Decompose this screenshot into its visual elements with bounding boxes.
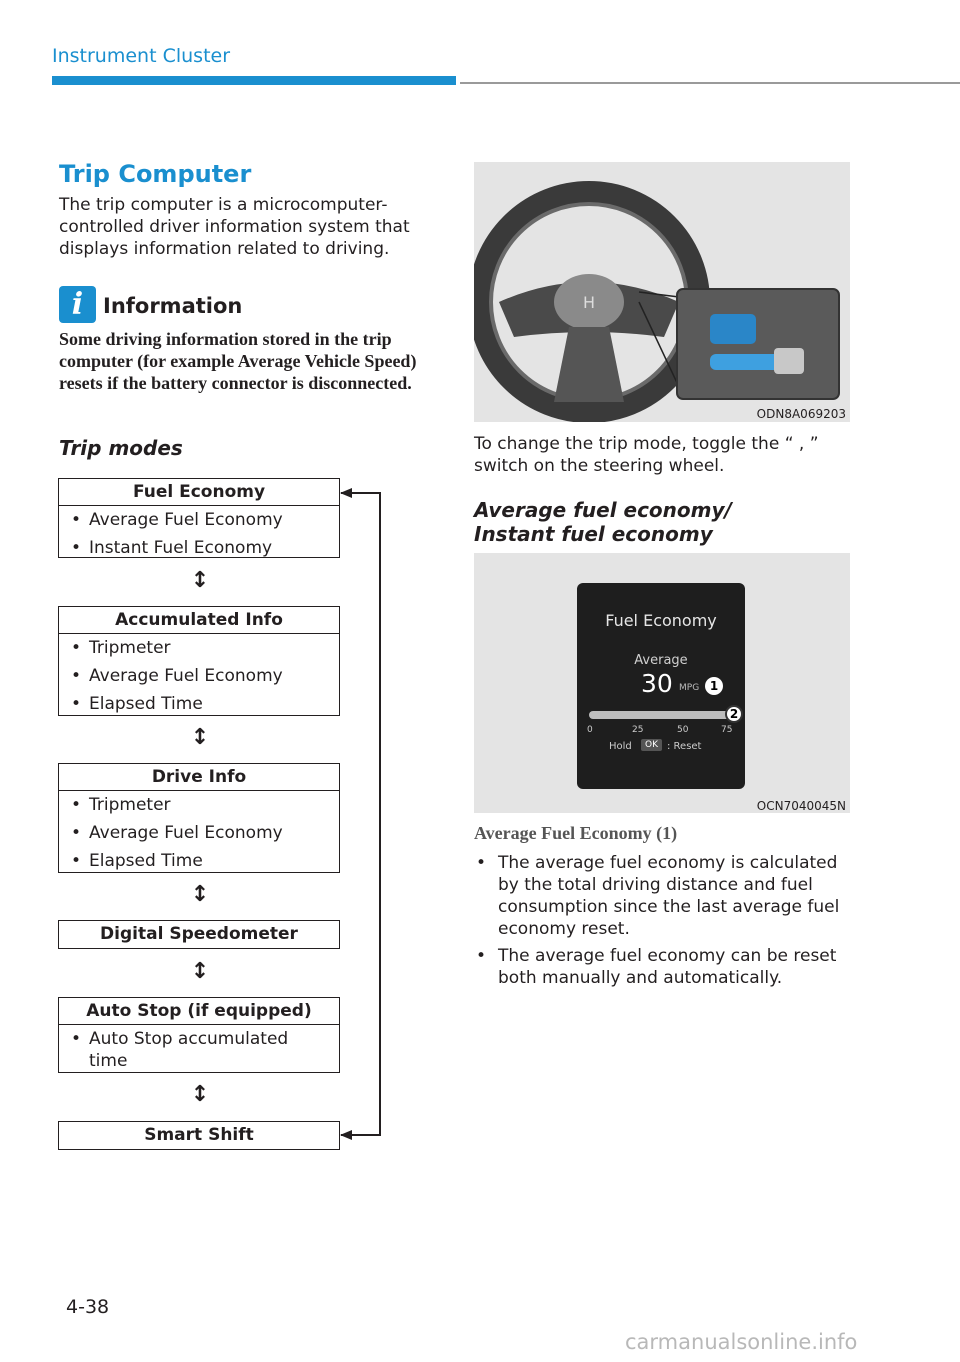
steering-wheel-figure bbox=[474, 162, 850, 422]
page-title: Trip Computer bbox=[59, 160, 252, 188]
info-heading: Information bbox=[103, 294, 243, 318]
up-down-arrow-icon: ↕ bbox=[190, 959, 210, 984]
hold-label: Hold bbox=[609, 741, 632, 752]
mode-box-fuel-economy bbox=[58, 478, 340, 558]
scale-tick: 75 bbox=[721, 725, 733, 735]
bullet-item: • The average fuel economy is calculated by the total driving distance and fuel consumption since the last average fuel economy reset. bbox=[474, 852, 854, 940]
mode-title: Fuel Economy bbox=[59, 479, 339, 506]
mode-item: • Average Fuel Economy bbox=[69, 662, 339, 690]
fuel-value: 30 bbox=[641, 669, 673, 698]
cluster-screen bbox=[577, 583, 745, 789]
mode-item: • Average Fuel Economy bbox=[69, 819, 339, 847]
scale-tick: 25 bbox=[632, 725, 644, 735]
section-heading-line: Average fuel economy/ bbox=[474, 498, 732, 522]
cluster-display-figure bbox=[474, 553, 850, 813]
up-down-arrow-icon: ↕ bbox=[190, 882, 210, 907]
mode-box-digital-speedometer bbox=[58, 920, 340, 949]
mode-title: Smart Shift bbox=[144, 1125, 254, 1145]
info-icon: i bbox=[59, 286, 96, 323]
mode-item: • Tripmeter bbox=[69, 634, 339, 662]
toggle-instruction bbox=[474, 433, 854, 477]
section-heading bbox=[474, 498, 732, 546]
arrow-head-icon bbox=[340, 1130, 352, 1140]
bullet-item: • The average fuel economy can be reset both manually and automatically. bbox=[474, 945, 854, 989]
figure-code: ODN8A069203 bbox=[756, 407, 846, 421]
up-down-arrow-icon: ↕ bbox=[190, 725, 210, 750]
mode-item: • Tripmeter bbox=[69, 791, 339, 819]
mode-item: • Auto Stop accumulated time bbox=[69, 1025, 289, 1075]
mode-title: Drive Info bbox=[59, 764, 339, 791]
header-accent-bar bbox=[52, 76, 456, 85]
fuel-gauge-bar bbox=[589, 711, 733, 719]
svg-text:H: H bbox=[582, 293, 596, 312]
mode-item: • Elapsed Time bbox=[69, 690, 339, 718]
mode-box-accumulated-info bbox=[58, 606, 340, 716]
mode-title: Accumulated Info bbox=[59, 607, 339, 634]
figure-code: OCN7040045N bbox=[756, 799, 846, 813]
average-label: Average bbox=[634, 653, 688, 668]
callout-1-badge: 1 bbox=[705, 677, 723, 695]
mode-title: Auto Stop (if equipped) bbox=[59, 998, 339, 1025]
fuel-unit: MPG bbox=[679, 683, 700, 693]
trip-modes-heading: Trip modes bbox=[59, 436, 183, 460]
intro-paragraph: The trip computer is a microcomputer-controlled driver information system that displays information related to driving. bbox=[59, 195, 410, 259]
mode-box-smart-shift bbox=[58, 1121, 340, 1150]
mode-cycle-connector bbox=[338, 485, 388, 1145]
steering-wheel-icon bbox=[474, 162, 850, 422]
mode-item: • Instant Fuel Economy bbox=[69, 534, 339, 562]
scale-tick: 50 bbox=[677, 725, 689, 735]
up-down-arrow-icon: ↕ bbox=[190, 568, 210, 593]
info-text: Some driving information stored in the trip computer (for example Average Vehicle Speed) resets if the battery connector is disconnected. bbox=[59, 329, 417, 393]
page-number: 4-38 bbox=[66, 1296, 110, 1318]
mode-item: • Elapsed Time bbox=[69, 847, 339, 875]
up-down-arrow-icon: ↕ bbox=[190, 1082, 210, 1107]
subsection-heading: Average Fuel Economy (1) bbox=[474, 823, 678, 843]
screen-title: Fuel Economy bbox=[605, 611, 717, 630]
ok-button-badge: OK bbox=[641, 739, 662, 751]
mode-box-drive-info bbox=[58, 763, 340, 873]
scale-tick: 0 bbox=[587, 725, 593, 735]
callout-2-badge: 2 bbox=[725, 705, 743, 723]
mode-item: • Average Fuel Economy bbox=[69, 506, 339, 534]
toggle-instruction-text: To change the trip mode, toggle the “ , ” switch on the steering wheel. bbox=[474, 434, 819, 476]
mode-box-auto-stop bbox=[58, 997, 340, 1073]
arrow-head-icon bbox=[340, 488, 352, 498]
section-heading-line: Instant fuel economy bbox=[474, 522, 713, 546]
section-header: Instrument Cluster bbox=[52, 45, 231, 67]
header-rule bbox=[460, 82, 960, 84]
reset-label: : Reset bbox=[667, 741, 702, 752]
watermark: carmanualsonline.info bbox=[625, 1330, 858, 1354]
mode-title: Digital Speedometer bbox=[100, 924, 298, 944]
